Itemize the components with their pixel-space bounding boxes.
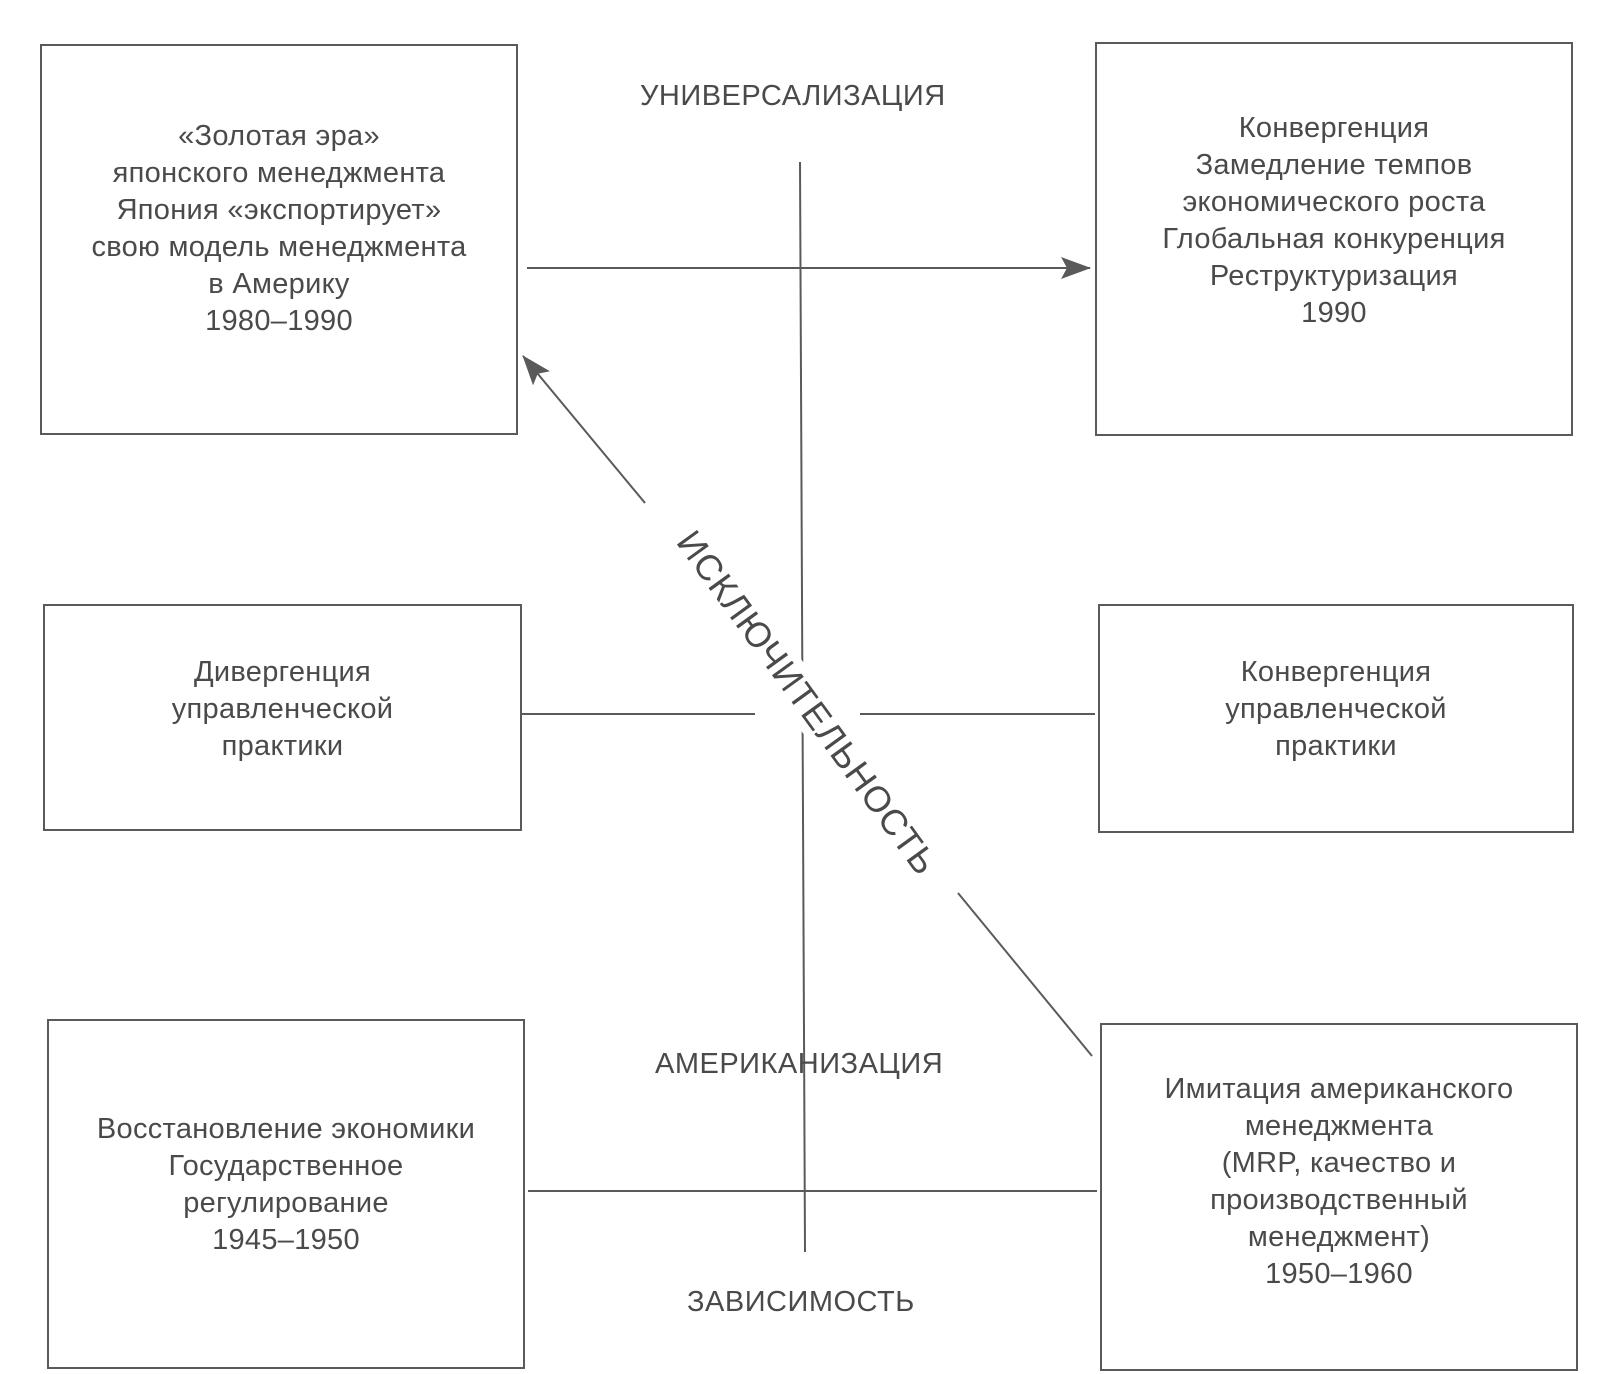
box-golden-era bbox=[40, 44, 518, 435]
box-line: управленческой bbox=[171, 693, 394, 725]
box-line: Имитация американского bbox=[1164, 1073, 1514, 1105]
box-line: Конвергенция bbox=[1238, 112, 1430, 144]
box-divergence bbox=[43, 604, 522, 831]
box-convergence-practice bbox=[1098, 604, 1574, 833]
box-line: Реструктуризация bbox=[1209, 260, 1459, 292]
box-economic-recovery bbox=[47, 1019, 525, 1369]
box-american-imitation bbox=[1100, 1023, 1578, 1371]
axis-label-exclusivity: ИСКЛЮЧИТЕЛЬНОСТЬ bbox=[663, 516, 950, 890]
box-line: регулирование bbox=[183, 1187, 389, 1219]
box-line: управленческой bbox=[1225, 693, 1447, 725]
box-line: Восстановление экономики bbox=[96, 1113, 476, 1145]
box-line: 1950–1960 bbox=[1265, 1258, 1413, 1290]
box-line: Государственное bbox=[168, 1150, 404, 1182]
axis-label-universalization: УНИВЕРСАЛИЗАЦИЯ bbox=[640, 80, 946, 112]
box-line: японского менеджмента bbox=[112, 157, 446, 189]
box-line: менеджмента bbox=[1244, 1110, 1434, 1142]
box-line: 1990 bbox=[1301, 297, 1367, 329]
box-line: практики bbox=[1275, 730, 1397, 762]
box-line: 1980–1990 bbox=[205, 305, 353, 337]
arrow-diagonal-lower bbox=[958, 893, 1092, 1056]
axis-label-dependence: ЗАВИСИМОСТЬ bbox=[687, 1286, 915, 1318]
box-line: свою модель менеджмента bbox=[91, 231, 467, 263]
box-line: Конвергенция bbox=[1240, 656, 1432, 688]
box-line: практики bbox=[221, 730, 344, 762]
arrow-diagonal-upper bbox=[523, 356, 645, 503]
box-line: 1945–1950 bbox=[212, 1224, 360, 1256]
box-line: «Золотая эра» bbox=[178, 120, 380, 152]
box-line: Япония «экспортирует» bbox=[116, 194, 442, 226]
box-line: Замедление темпов bbox=[1195, 149, 1473, 181]
box-line: Глобальная конкуренция bbox=[1162, 223, 1506, 255]
box-line: производственный bbox=[1210, 1184, 1468, 1216]
box-convergence-1990 bbox=[1095, 42, 1573, 436]
box-line: менеджмент) bbox=[1247, 1221, 1431, 1253]
box-line: Дивергенция bbox=[193, 656, 372, 688]
axis-label-americanization: АМЕРИКАНИЗАЦИЯ bbox=[655, 1048, 944, 1080]
box-line: экономического роста bbox=[1182, 186, 1486, 218]
box-line: (MRP, качество и bbox=[1221, 1147, 1457, 1179]
box-line: в Америку bbox=[208, 268, 350, 300]
